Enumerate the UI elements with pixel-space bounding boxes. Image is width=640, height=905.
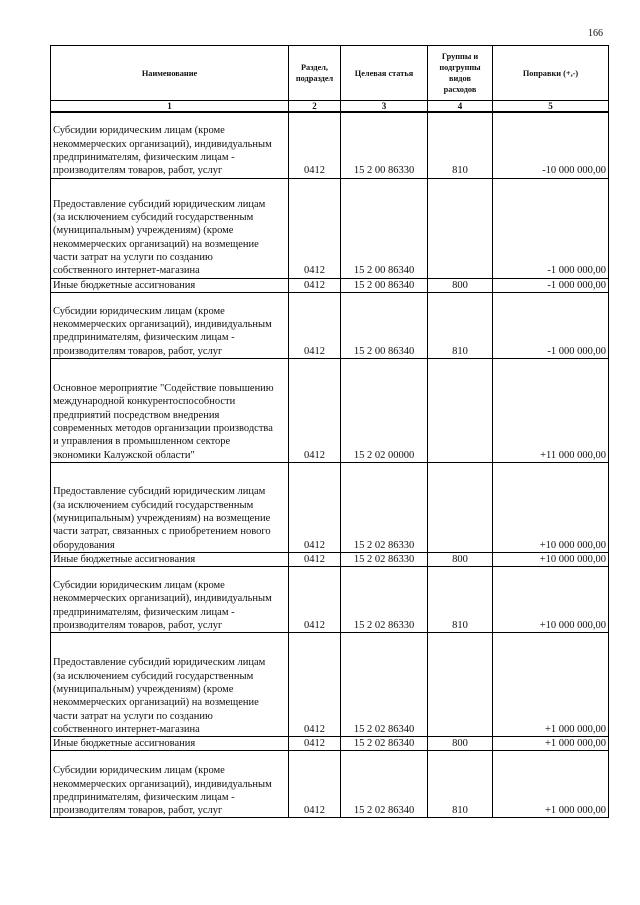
- row-amount: -10 000 000,00: [542, 165, 606, 177]
- row-amount: +10 000 000,00: [539, 619, 606, 631]
- row-group: 800: [452, 553, 468, 565]
- row-section: 0412: [304, 619, 325, 631]
- row-section: 0412: [304, 279, 325, 291]
- column-number: 1: [51, 101, 289, 113]
- header-section: Раздел, подраздел: [289, 46, 341, 101]
- row-group: 810: [452, 165, 468, 177]
- row-name: Субсидии юридическим лицам (кроме некоммерческих организаций), индивидуальным предпринимателям, физическим лицам - производителям товаров, работ, услуг: [53, 579, 272, 631]
- table-row: [51, 737, 609, 751]
- row-article: 15 2 02 86330: [353, 553, 415, 565]
- row-amount: +1 000 000,00: [544, 723, 606, 735]
- row-section: 0412: [304, 805, 325, 817]
- table-row: [51, 112, 609, 178]
- header-amount: Поправки (+,-): [493, 46, 609, 101]
- table-row: [51, 751, 609, 818]
- row-amount: +11 000 000,00: [540, 449, 606, 461]
- row-amount: +10 000 000,00: [539, 553, 606, 565]
- column-number: 4: [428, 101, 493, 113]
- row-article: 15 2 00 86340: [353, 345, 415, 357]
- table-row: [51, 552, 609, 566]
- row-section: 0412: [304, 738, 325, 750]
- row-article: 15 2 02 00000: [353, 449, 415, 461]
- row-section: 0412: [304, 165, 325, 177]
- row-name: Предоставление субсидий юридическим лицам (за исключением субсидий государственным (муниципальным) учреждениям) (кроме некоммерческих организаций) на возмещение части затрат на услуги по созданию собственного интернет-магазина: [53, 198, 266, 277]
- header-name: Наименование: [51, 46, 289, 101]
- row-group: 800: [452, 738, 468, 750]
- row-group: 810: [452, 805, 468, 817]
- row-article: 15 2 00 86330: [353, 165, 415, 177]
- row-amount: -1 000 000,00: [547, 279, 606, 291]
- row-name: Основное мероприятие "Содействие повышению международной конкурентоспособности предприятий посредством внедрения современных методов организации производства и управления в промышленном секторе экономики Калужской области": [53, 383, 274, 461]
- row-amount: -1 000 000,00: [547, 265, 606, 277]
- row-name: Субсидии юридическим лицам (кроме некоммерческих организаций), индивидуальным предпринимателям, физическим лицам - производителям товаров, работ, услуг: [53, 305, 272, 357]
- column-number-row: [51, 101, 609, 113]
- row-group: 810: [452, 619, 468, 631]
- table-row: [51, 358, 609, 462]
- column-number: 2: [289, 101, 341, 113]
- row-article: 15 2 00 86340: [353, 279, 415, 291]
- row-amount: +1 000 000,00: [544, 738, 606, 750]
- row-name: Предоставление субсидий юридическим лицам (за исключением субсидий государственным (муниципальным) учреждениям) на возмещение части затрат, связанных с приобретением нового оборудования: [53, 486, 271, 551]
- column-number: 5: [493, 101, 609, 113]
- row-article: 15 2 02 86340: [353, 738, 415, 750]
- row-name: Иные бюджетные ассигнования: [53, 738, 196, 750]
- row-name: Иные бюджетные ассигнования: [53, 279, 196, 291]
- column-number: 3: [341, 101, 428, 113]
- row-article: 15 2 02 86340: [353, 723, 415, 735]
- row-amount: +1 000 000,00: [544, 805, 606, 817]
- row-name: Субсидии юридическим лицам (кроме некоммерческих организаций), индивидуальным предпринимателям, физическим лицам - производителям товаров, работ, услуг: [53, 765, 272, 817]
- row-amount: +10 000 000,00: [539, 539, 606, 551]
- row-section: 0412: [304, 553, 325, 565]
- table-row: [51, 178, 609, 278]
- page-number: 166: [588, 28, 603, 39]
- budget-table: [50, 45, 609, 818]
- row-section: 0412: [304, 265, 325, 277]
- row-section: 0412: [304, 539, 325, 551]
- row-article: 15 2 02 86340: [353, 805, 415, 817]
- table-row: [51, 462, 609, 552]
- table-body: [51, 112, 609, 818]
- header-row: [51, 46, 609, 101]
- table-row: [51, 567, 609, 633]
- header-article: Целевая статья: [341, 46, 428, 101]
- header-group: Группы и подгруппы видов расходов: [428, 46, 493, 101]
- table-row: [51, 292, 609, 358]
- row-group: 800: [452, 279, 468, 291]
- row-article: 15 2 02 86330: [353, 619, 415, 631]
- row-amount: -1 000 000,00: [547, 345, 606, 357]
- table-row: [51, 633, 609, 737]
- row-name: Иные бюджетные ассигнования: [53, 553, 196, 565]
- row-name: Предоставление субсидий юридическим лицам (за исключением субсидий государственным (муниципальным) учреждениям) (кроме некоммерческих организаций) на возмещение части затрат на услуги по созданию собственного интернет-магазина: [53, 657, 266, 735]
- row-name: Субсидии юридическим лицам (кроме некоммерческих организаций), индивидуальным предпринимателям, физическим лицам - производителям товаров, работ, услуг: [53, 125, 272, 177]
- row-section: 0412: [304, 723, 325, 735]
- row-section: 0412: [304, 345, 325, 357]
- row-article: 15 2 00 86340: [353, 265, 415, 277]
- row-section: 0412: [304, 449, 325, 461]
- row-group: 810: [452, 345, 468, 357]
- row-article: 15 2 02 86330: [353, 539, 415, 551]
- table-row: [51, 278, 609, 292]
